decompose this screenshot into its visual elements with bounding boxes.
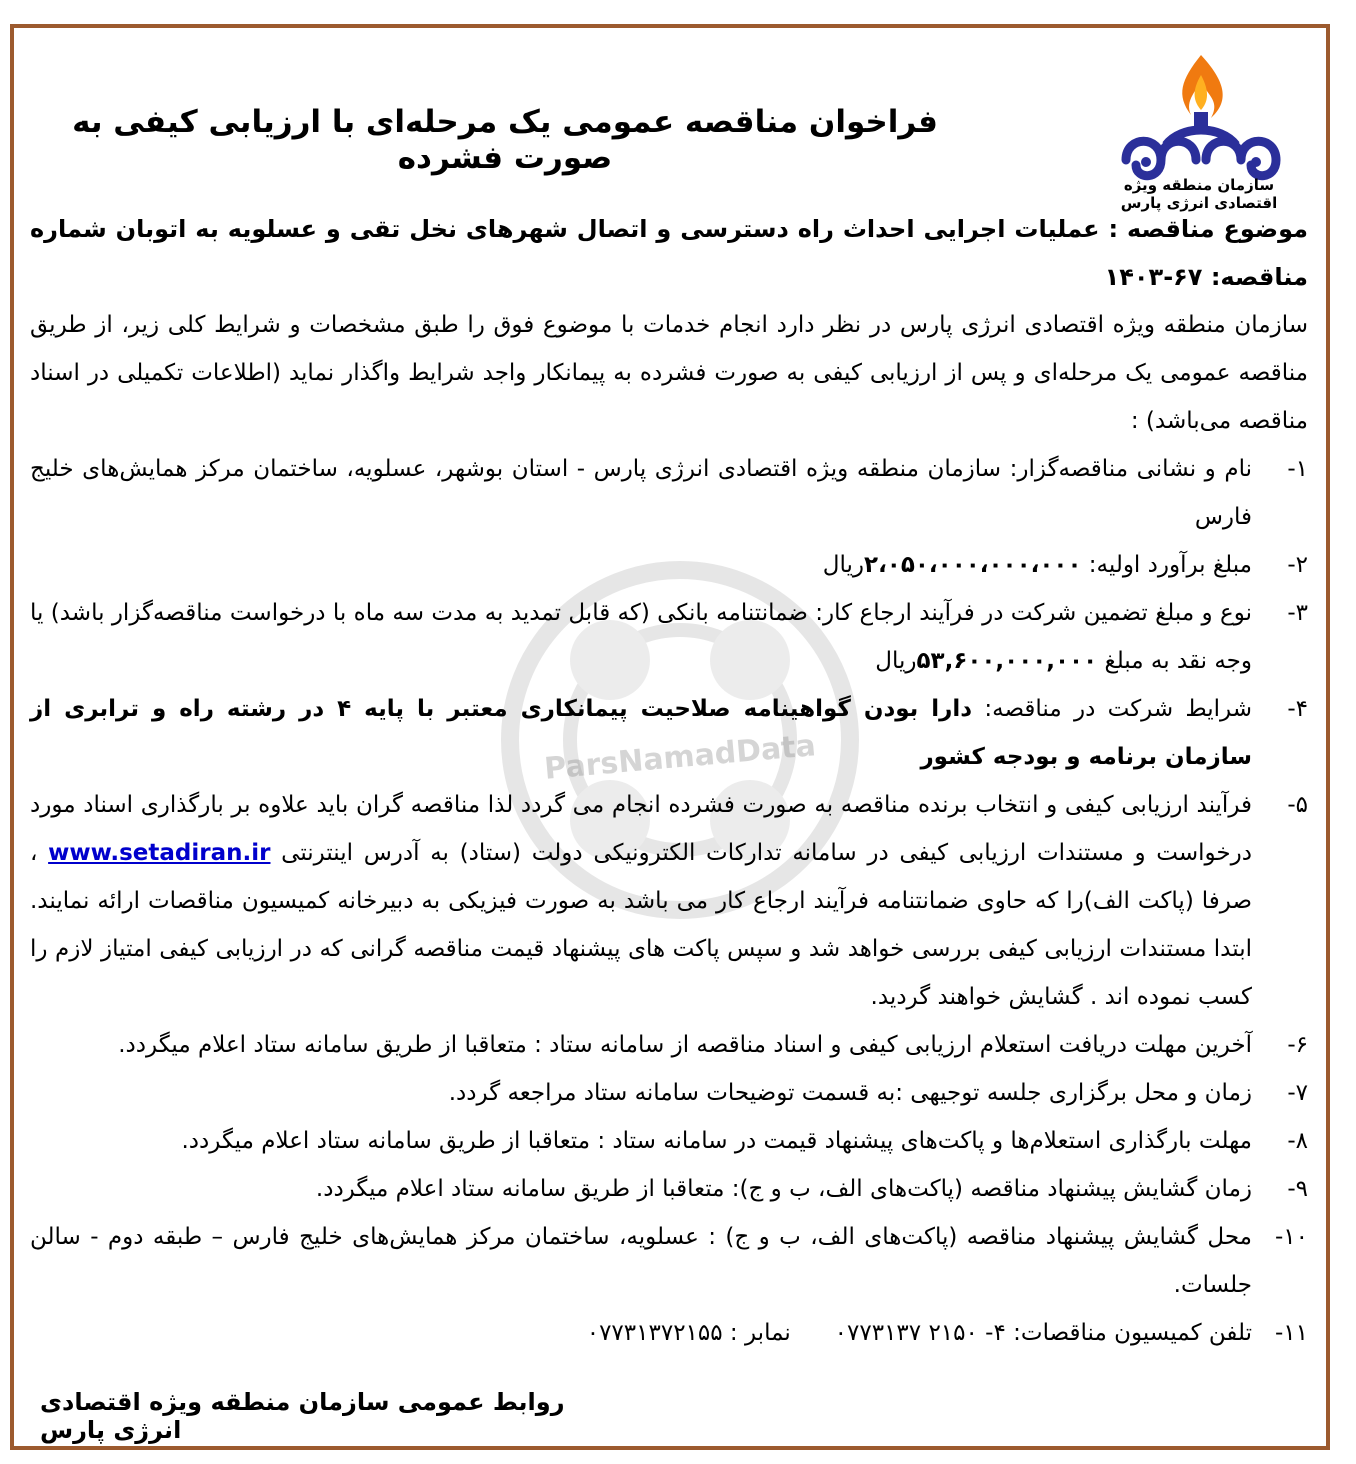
item-text: زمان گشایش پیشنهاد مناقصه (پاکت‌های الف، ب و ج): متعاقبا از طریق سامانه ستاد اعلام میگردد. xyxy=(315,1176,1252,1202)
tender-number-label: شماره مناقصه: xyxy=(30,215,1308,291)
intro-paragraph: سازمان منطقه ویژه اقتصادی انرژی پارس در نظر دارد انجام خدمات با موضوع فوق را طبق مشخصات و شرایط کلی زیر، از طریق مناقصه عمومی یک مرحله‌ای و پس از ارزیابی کیفی به صورت فشرده به پیمانکار واجد شرایط واگذار نماید (اطلاعات تکمیلی در اسناد مناقصه می‌باشد) : xyxy=(30,312,1308,434)
watermark-text: ParsNamadData xyxy=(542,728,818,787)
item-text: شرایط شرکت در مناقصه: xyxy=(972,696,1252,722)
item-number: ۵- xyxy=(1287,792,1308,818)
estimated-amount: ۲،۰۵۰،۰۰۰،۰۰۰،۰۰۰ xyxy=(864,552,1082,578)
list-item xyxy=(30,1069,1308,1117)
item-number: ۷- xyxy=(1287,1080,1308,1106)
item-number: ۹- xyxy=(1287,1176,1308,1202)
item-text-continued: ، صرفا (پاکت الف)را که حاوی ضمانتنامه فرآیند ارجاع کار می باشد به صورت فیزیکی به دبیرخانه کمیسیون مناقصات ارائه نمایند. ابتدا مستندات ارزیابی کیفی بررسی خواهد شد و سپس پاکت های پیشنهاد قیمت مناقصه گرانی که در ارزیابی کیفی امتیاز لازم را کسب نموده اند . گشایش خواهند گردید. xyxy=(30,840,1252,1010)
item-number: ۳- xyxy=(1287,600,1308,626)
list-item xyxy=(30,1213,1308,1309)
item-number: ۲- xyxy=(1287,552,1308,578)
list-item xyxy=(30,445,1308,541)
item-number: ۱- xyxy=(1287,456,1308,482)
item-text: مهلت بارگذاری استعلام‌ها و پاکت‌های پیشنهاد قیمت در سامانه ستاد : متعاقبا از طریق سامانه ستاد اعلام میگردد. xyxy=(181,1128,1252,1154)
currency-label: ریال xyxy=(875,648,917,674)
item-text: نام و نشانی مناقصه‌گزار: سازمان منطقه ویژه اقتصادی انرژی پارس - استان بوشهر، عسلویه، ساختمان مرکز همایش‌های خلیج فارس xyxy=(30,456,1252,530)
list-item xyxy=(30,1021,1308,1069)
item-number: ۴- xyxy=(1287,696,1308,722)
item-number: ۱۱- xyxy=(1274,1320,1308,1346)
footer-signature: روابط عمومی سازمان منطقه ویژه اقتصادی انرژی پارس xyxy=(40,1388,565,1444)
item-text: زمان و محل برگزاری جلسه توجیهی :به قسمت توضیحات سامانه ستاد مراجعه گردد. xyxy=(448,1080,1252,1106)
item-text: مبلغ برآورد اولیه: xyxy=(1081,552,1252,578)
item-text: آخرین مهلت دریافت استعلام ارزیابی کیفی و اسناد مناقصه از سامانه ستاد : متعاقبا از طریق سامانه ستاد اعلام میگردد. xyxy=(118,1032,1252,1058)
item-number: ۸- xyxy=(1287,1128,1308,1154)
item-text: محل گشایش پیشنهاد مناقصه (پاکت‌های الف، ب و ج) : عسلویه، ساختمان مرکز همایش‌های خلیج فارس – طبقه دوم - سالن جلسات. xyxy=(30,1224,1252,1298)
guarantee-amount: ۵۳,۶۰۰,۰۰۰,۰۰۰ xyxy=(916,648,1098,674)
tender-subject xyxy=(30,205,1308,301)
item-text: نوع و مبلغ تضمین شرکت در فرآیند ارجاع کار: ضمانتنامه بانکی (که قابل تمدید به مدت سه ماه با درخواست مناقصه‌گزار باشد) یا وجه نقد به مبلغ xyxy=(30,600,1252,674)
list-item xyxy=(30,781,1308,1021)
item-text: فرآیند ارزیابی کیفی و انتخاب برنده مناقصه به صورت فشرده انجام می گردد لذا مناقصه گران باید علاوه بر بارگذاری اسناد مورد درخواست و مستندات ارزیابی کیفی در سامانه تدارکات الکترونیکی دولت (ستاد) به آدرس اینترنتی xyxy=(30,792,1252,866)
notice-body xyxy=(30,205,1308,1357)
list-item xyxy=(30,1309,1308,1357)
tender-number: ۶۷-۱۴۰۳ xyxy=(1104,263,1203,291)
item-number: ۶- xyxy=(1287,1032,1308,1058)
list-item xyxy=(30,1165,1308,1213)
list-item xyxy=(30,541,1308,589)
eligibility-requirement: دارا بودن گواهینامه صلاحیت پیمانکاری معتبر با پایه ۴ در رشته راه و ترابری از سازمان برنامه و بودجه کشور xyxy=(30,696,1252,770)
list-item xyxy=(30,589,1308,685)
list-item xyxy=(30,685,1308,781)
logo-caption: سازمان منطقه ویژه اقتصادی انرژی پارس xyxy=(1120,176,1278,212)
list-item xyxy=(30,1117,1308,1165)
conditions-list xyxy=(30,445,1308,1357)
page-title: فراخوان مناقصه عمومی یک مرحله‌ای با ارزیابی کیفی به صورت فشرده xyxy=(72,104,938,176)
subject-label: موضوع مناقصه : xyxy=(1108,215,1309,243)
currency-label: ریال xyxy=(822,552,865,578)
item-number: ۱۰- xyxy=(1274,1224,1308,1250)
setad-website-link[interactable]: www.setadiran.ir xyxy=(48,840,271,866)
subject-text: عملیات اجرایی احداث راه دسترسی و اتصال شهرهای نخل تقی و عسلویه به اتوبان xyxy=(115,215,1100,243)
item-text: تلفن کمیسیون مناقصات: ۴- ۲۱۵۰ ۰۷۷۳۱۳۷ نمابر : ۰۷۷۳۱۳۷۲۱۵۵ xyxy=(586,1320,1252,1346)
